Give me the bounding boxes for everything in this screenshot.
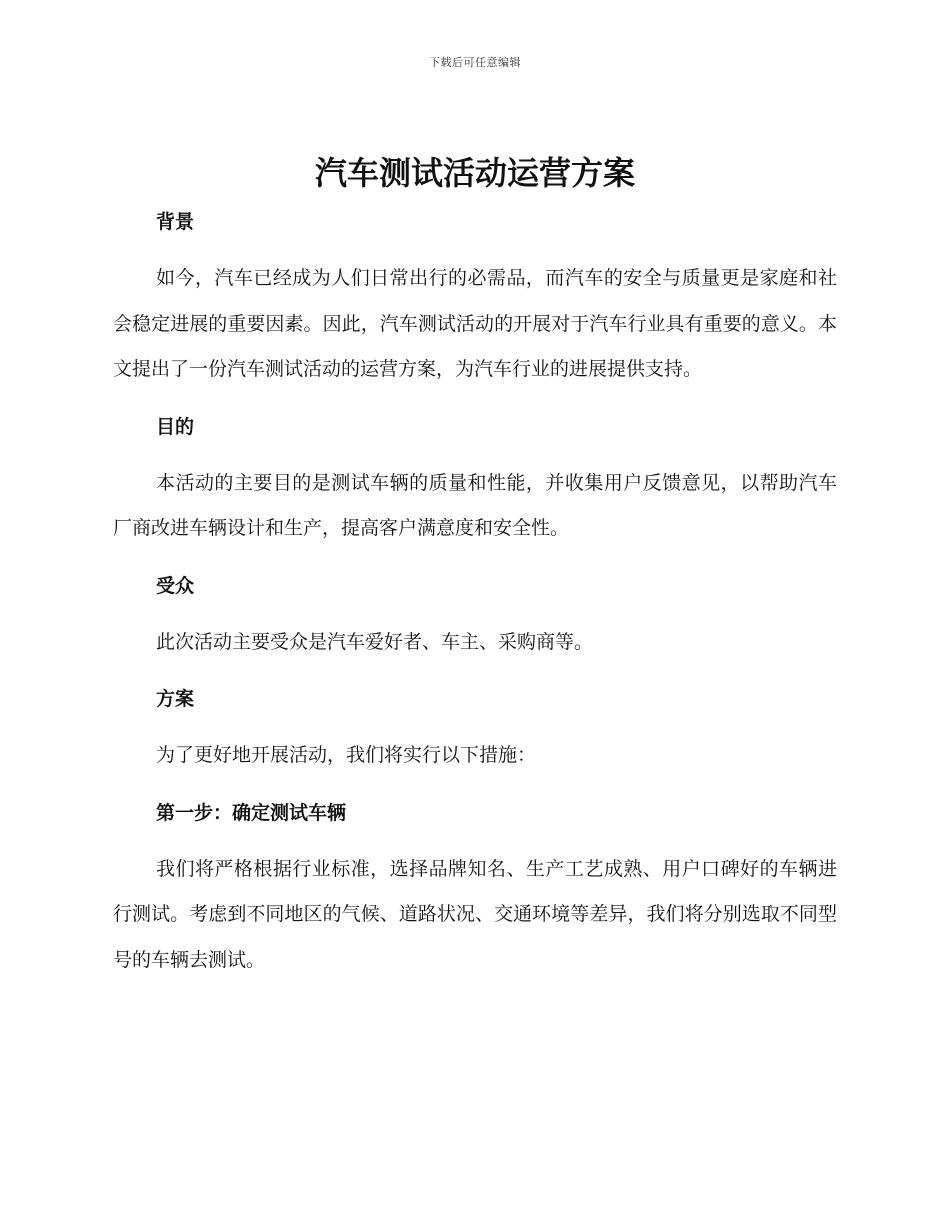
page-header-note: 下载后可任意编辑 xyxy=(429,56,521,69)
document-title: 汽车测试活动运营方案 xyxy=(314,154,635,192)
section-heading-step1: 第一步：确定测试车辆 xyxy=(156,801,347,824)
section-heading-purpose: 目的 xyxy=(156,415,195,438)
section-paragraph-audience: 此次活动主要受众是汽车爱好者、车主、采购商等。 xyxy=(156,630,594,653)
section-paragraph-purpose: 本活动的主要目的是测试车辆的质量和性能，并收集用户反馈意见，以帮助汽车厂商改进车辆设计和生产，提高客户满意度和安全性。 xyxy=(113,471,837,539)
section-heading-background: 背景 xyxy=(156,211,195,233)
document-body xyxy=(113,200,837,995)
section-paragraph-plan: 为了更好地开展活动，我们将实行以下措施： xyxy=(156,744,537,766)
section-heading-audience: 受众 xyxy=(156,574,195,597)
section-paragraph-step1: 我们将严格根据行业标准，选择品牌知名、生产工艺成熟、用户口碑好的车辆进行测试。考虑到不同地区的气候、道路状况、交通环境等差异，我们将分别选取不同型号的车辆去测试。 xyxy=(113,857,837,971)
section-heading-plan: 方案 xyxy=(156,688,195,710)
section-paragraph-background: 如今，汽车已经成为人们日常出行的必需品，而汽车的安全与质量更是家庭和社会稳定进展的重要因素。因此，汽车测试活动的开展对于汽车行业具有重要的意义。本文提出了一份汽车测试活动的运营方案，为汽车行业的进展提供支持。 xyxy=(113,267,837,380)
